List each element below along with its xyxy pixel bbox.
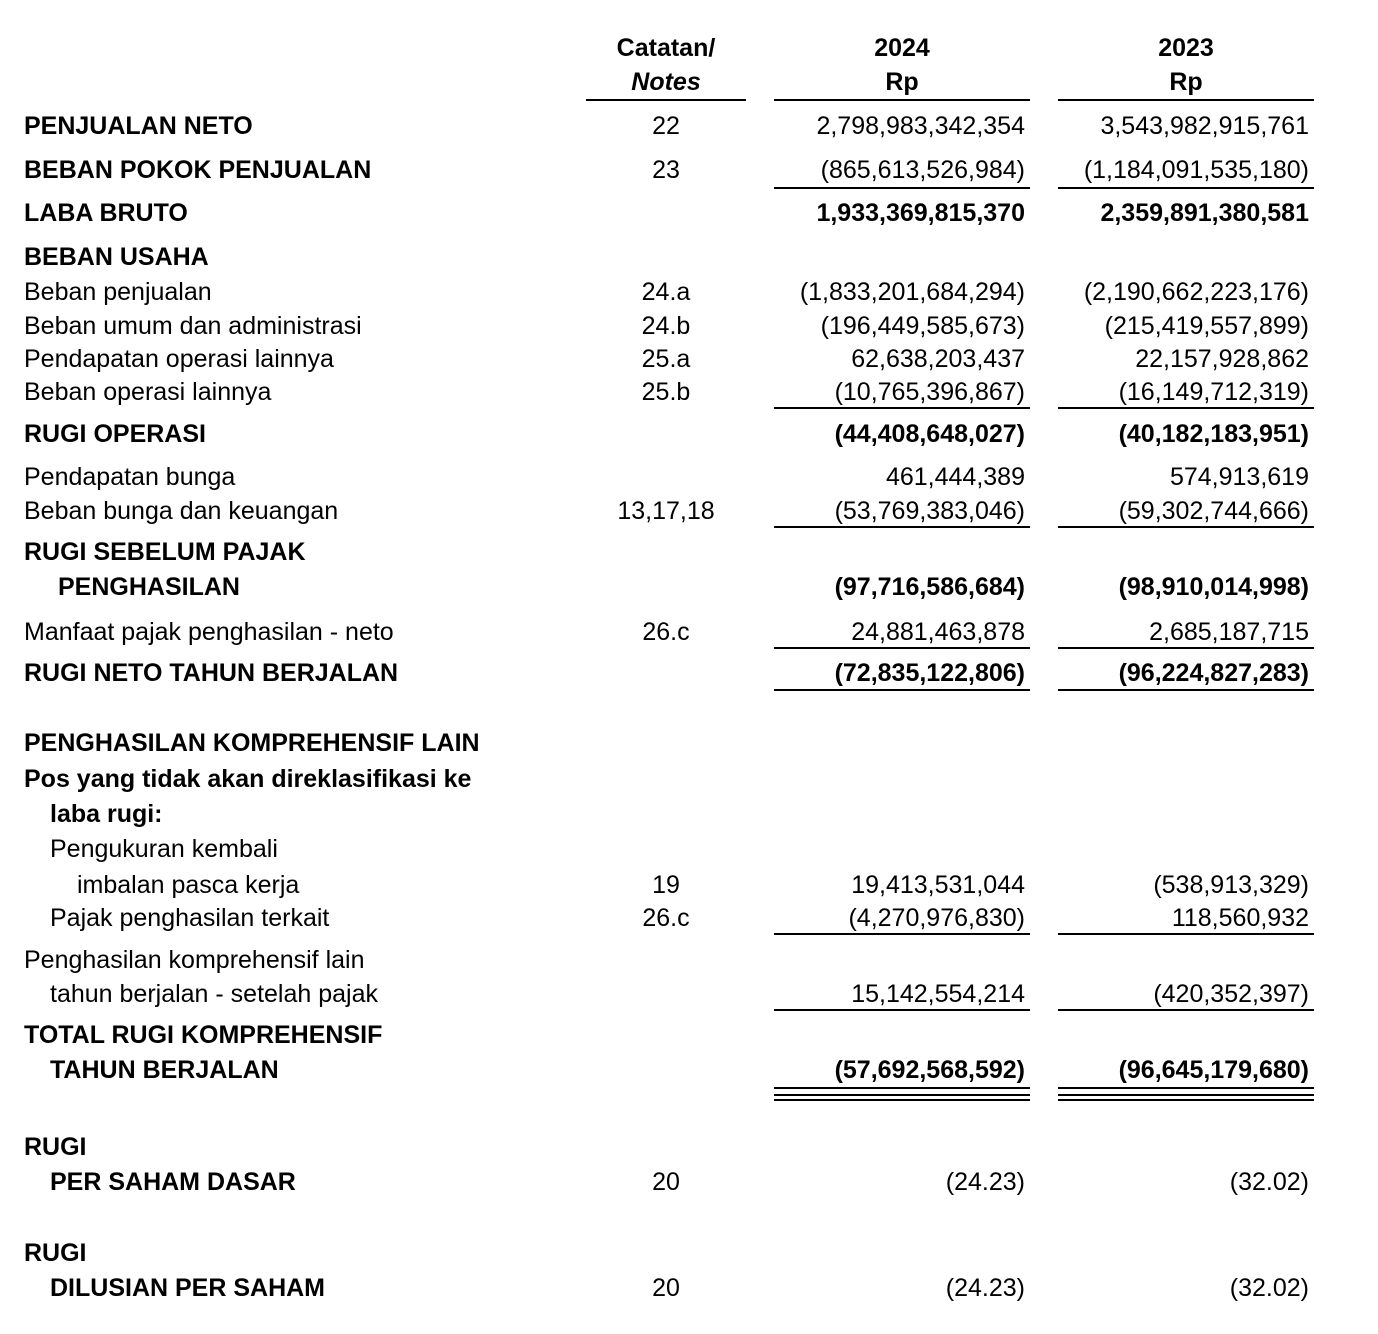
beban-pokok-2023: (1,184,091,535,180)	[1083, 156, 1309, 184]
double-underline-2023	[1058, 1094, 1314, 1101]
pendapatan-bunga-label: Pendapatan bunga	[24, 463, 236, 491]
beban-penjualan-2023: (2,190,662,223,176)	[1083, 278, 1309, 306]
rugi-operasi-2024: (44,408,648,027)	[834, 420, 1025, 448]
subtotal-rule-2024	[774, 187, 1030, 189]
rugi-dasar-label-line1: RUGI	[24, 1133, 87, 1161]
rugi-sebelum-pajak-2023: (98,910,014,998)	[1118, 573, 1309, 601]
laba-bruto-2023: 2,359,891,380,581	[1100, 199, 1309, 227]
subtotal-rule-2023	[1058, 187, 1314, 189]
pengukuran-2023: (538,913,329)	[1153, 871, 1309, 899]
notes-header-rule	[586, 99, 746, 101]
subtotal-rule-2023	[1058, 526, 1314, 528]
pkl-setelah-pajak-label-line1: Penghasilan komprehensif lain	[24, 946, 365, 974]
rugi-operasi-2023: (40,182,183,951)	[1118, 420, 1309, 448]
beban-umum-2023: (215,419,557,899)	[1104, 312, 1309, 340]
rugi-sebelum-pajak-label-line1: RUGI SEBELUM PAJAK	[24, 538, 306, 566]
rugi-dasar-2024: (24.23)	[945, 1168, 1025, 1196]
pendapatan-operasi-label: Pendapatan operasi lainnya	[24, 345, 334, 373]
beban-bunga-2023: (59,302,744,666)	[1118, 497, 1309, 525]
beban-umum-label: Beban umum dan administrasi	[24, 312, 362, 340]
beban-usaha-heading: BEBAN USAHA	[24, 243, 209, 271]
year-2023-header-rule	[1058, 99, 1314, 101]
rugi-neto-2023: (96,224,827,283)	[1118, 659, 1309, 687]
rugi-dasar-2023: (32.02)	[1229, 1168, 1309, 1196]
pkl-heading: PENGHASILAN KOMPREHENSIF LAIN	[24, 729, 480, 757]
pajak-terkait-note: 26.c	[642, 904, 690, 932]
pendapatan-operasi-2024: 62,638,203,437	[851, 345, 1025, 373]
pos-tidak-label-line1: Pos yang tidak akan direklasifikasi ke	[24, 765, 472, 793]
beban-penjualan-note: 24.a	[641, 278, 691, 306]
rugi-dilusian-label-line1: RUGI	[24, 1239, 87, 1267]
manfaat-pajak-2023: 2,685,187,715	[1149, 618, 1309, 646]
pengukuran-note: 19	[652, 871, 680, 899]
beban-umum-note: 24.b	[641, 312, 691, 340]
rugi-sebelum-pajak-label-line2: PENGHASILAN	[58, 573, 240, 601]
pengukuran-2024: 19,413,531,044	[851, 871, 1025, 899]
beban-bunga-label: Beban bunga dan keuangan	[24, 497, 339, 525]
notes-column-header	[586, 31, 746, 99]
rugi-operasi-label: RUGI OPERASI	[24, 420, 206, 448]
total-rugi-2024: (57,692,568,592)	[834, 1056, 1025, 1084]
pkl-setelah-pajak-2023: (420,352,397)	[1153, 980, 1309, 1008]
rugi-neto-label: RUGI NETO TAHUN BERJALAN	[24, 659, 399, 687]
subtotal-rule-2024	[774, 933, 1030, 935]
pendapatan-operasi-2023: 22,157,928,862	[1135, 345, 1309, 373]
pajak-terkait-2024: (4,270,976,830)	[848, 904, 1025, 932]
pengukuran-label-line2: imbalan pasca kerja	[77, 871, 300, 899]
penjualan-neto-2024: 2,798,983,342,354	[816, 112, 1025, 140]
beban-bunga-note: 13,17,18	[617, 497, 715, 525]
beban-umum-2024: (196,449,585,673)	[820, 312, 1025, 340]
year-2024-column-header	[774, 31, 1030, 99]
penjualan-neto-2023: 3,543,982,915,761	[1100, 112, 1309, 140]
manfaat-pajak-2024: 24,881,463,878	[851, 618, 1025, 646]
subtotal-rule-2024	[774, 407, 1030, 409]
subtotal-rule-2024	[774, 647, 1030, 649]
beban-penjualan-2024: (1,833,201,684,294)	[799, 278, 1025, 306]
rugi-neto-2024: (72,835,122,806)	[834, 659, 1025, 687]
rugi-dilusian-label-line2: DILUSIAN PER SAHAM	[50, 1274, 326, 1302]
pajak-terkait-label: Pajak penghasilan terkait	[50, 904, 330, 932]
beban-pokok-label: BEBAN POKOK PENJUALAN	[24, 156, 372, 184]
year-2023-label: 2023	[1158, 34, 1214, 62]
penjualan-neto-label: PENJUALAN NETO	[24, 112, 253, 140]
year-2024-label: 2024	[874, 34, 930, 62]
subtotal-rule-2023	[1058, 933, 1314, 935]
rugi-dasar-label-line2: PER SAHAM DASAR	[50, 1168, 296, 1196]
pajak-terkait-2023: 118,560,932	[1171, 904, 1309, 932]
year-2023-column-header	[1058, 31, 1314, 99]
rugi-dilusian-2023: (32.02)	[1229, 1274, 1309, 1302]
beban-penjualan-label: Beban penjualan	[24, 278, 212, 306]
subtotal-rule-2024	[774, 1009, 1030, 1011]
subtotal-rule-2023	[1058, 647, 1314, 649]
subtotal-rule-2023	[1058, 407, 1314, 409]
penjualan-neto-note: 22	[652, 112, 680, 140]
rugi-dasar-note: 20	[652, 1168, 680, 1196]
rugi-dilusian-2024: (24.23)	[945, 1274, 1025, 1302]
pos-tidak-label-line2: laba rugi:	[50, 800, 163, 828]
pkl-setelah-pajak-2024: 15,142,554,214	[851, 980, 1025, 1008]
beban-operasi-2023: (16,149,712,319)	[1118, 378, 1309, 406]
notes-header-line2: Notes	[631, 68, 701, 96]
pendapatan-bunga-2024: 461,444,389	[885, 463, 1025, 491]
subtotal-rule-2023	[1058, 1009, 1314, 1011]
manfaat-pajak-note: 26.c	[642, 618, 690, 646]
pendapatan-operasi-note: 25.a	[641, 345, 691, 373]
manfaat-pajak-label: Manfaat pajak penghasilan - neto	[24, 618, 394, 646]
pengukuran-label-line1: Pengukuran kembali	[50, 835, 278, 863]
rugi-dilusian-note: 20	[652, 1274, 680, 1302]
total-rugi-label-line1: TOTAL RUGI KOMPREHENSIF	[24, 1021, 383, 1049]
beban-pokok-2024: (865,613,526,984)	[820, 156, 1025, 184]
pendapatan-bunga-2023: 574,913,619	[1169, 463, 1309, 491]
beban-operasi-2024: (10,765,396,867)	[834, 378, 1025, 406]
subtotal-rule-2024	[774, 1087, 1030, 1089]
beban-operasi-note: 25.b	[641, 378, 691, 406]
total-rugi-label-line2: TAHUN BERJALAN	[50, 1056, 279, 1084]
currency-2023-label: Rp	[1169, 68, 1203, 96]
laba-bruto-2024: 1,933,369,815,370	[816, 199, 1025, 227]
laba-bruto-label: LABA BRUTO	[24, 199, 188, 227]
subtotal-rule-2023	[1058, 1087, 1314, 1089]
year-2024-header-rule	[774, 99, 1030, 101]
beban-pokok-note: 23	[652, 156, 680, 184]
rugi-sebelum-pajak-2024: (97,716,586,684)	[834, 573, 1025, 601]
total-rugi-2023: (96,645,179,680)	[1118, 1056, 1309, 1084]
subtotal-rule-2024	[774, 689, 1030, 691]
subtotal-rule-2024	[774, 526, 1030, 528]
double-underline-2024	[774, 1094, 1030, 1101]
subtotal-rule-2023	[1058, 689, 1314, 691]
notes-header-line1: Catatan/	[616, 34, 716, 62]
beban-operasi-label: Beban operasi lainnya	[24, 378, 272, 406]
beban-bunga-2024: (53,769,383,046)	[834, 497, 1025, 525]
currency-2024-label: Rp	[885, 68, 919, 96]
pkl-setelah-pajak-label-line2: tahun berjalan - setelah pajak	[50, 980, 379, 1008]
